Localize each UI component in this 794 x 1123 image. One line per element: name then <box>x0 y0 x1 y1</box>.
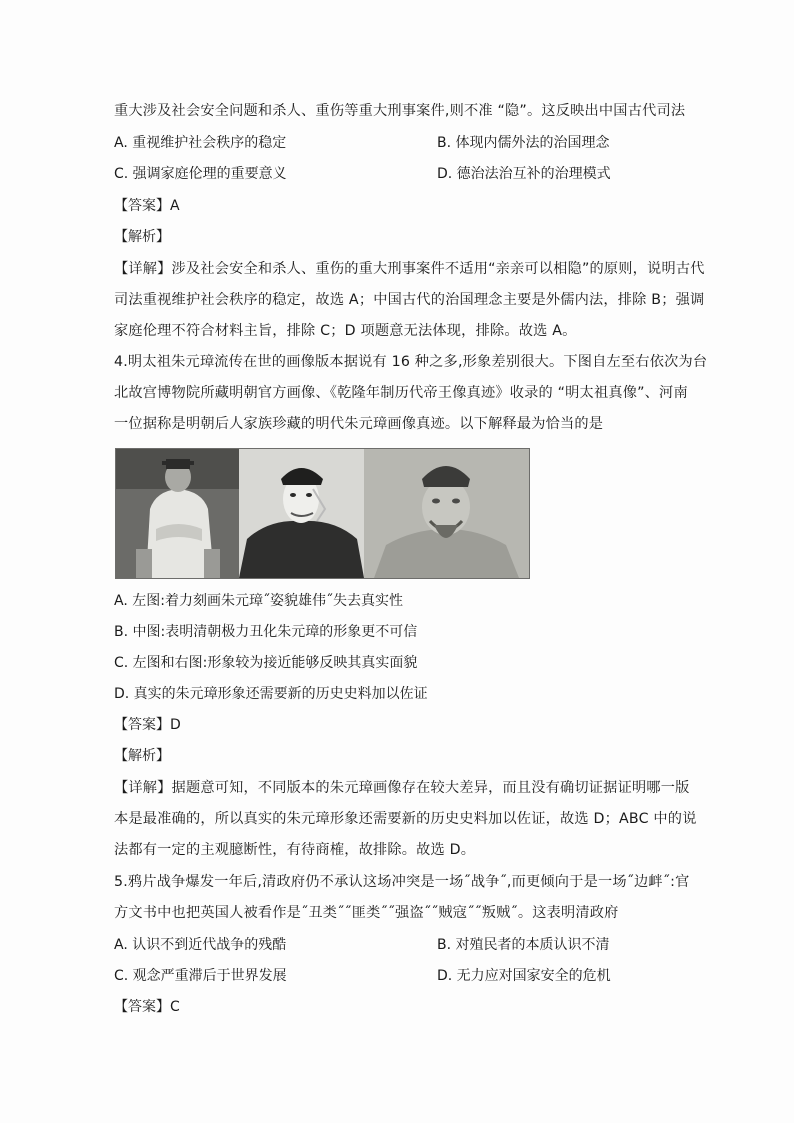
question-4-line-3: 一位据称是明朝后人家族珍藏的明代朱元璋画像真迹。以下解释最为恰当的是 <box>114 416 604 432</box>
detail-3-line-1: 【详解】涉及社会安全和杀人、重伤的重大刑事案件不适用“亲亲可以相隐”的原则，说明古代 <box>114 261 705 277</box>
question-5-line-1: 5.鸦片战争爆发一年后,清政府仍不承认这场冲突是一场˝战争˝,而更倾向于是一场˝边衅˝:官 <box>114 874 690 890</box>
answer-4: 【答案】D <box>114 717 181 733</box>
detail-4-line-3: 法都有一定的主观臆断性，有待商榷，故排除。故选 D。 <box>114 842 476 858</box>
detail-4-line-2: 本是最准确的，所以真实的朱元璋形象还需要新的历史史料加以佐证，故选 D；ABC 中的说 <box>114 811 697 827</box>
option-4b: B. 中图:表明清朝极力丑化朱元璋的形象更不可信 <box>114 624 418 640</box>
option-3b: B. 体现内儒外法的治国理念 <box>437 135 610 151</box>
option-5b: B. 对殖民者的本质认识不清 <box>437 937 610 953</box>
analysis-3-heading: 【解析】 <box>114 229 170 245</box>
question-4-line-2: 北故宫博物院所藏明朝官方画像、《乾隆年制历代帝王像真迹》收录的 “明太祖真像”、河南 <box>114 385 688 401</box>
answer-5: 【答案】C <box>114 999 180 1015</box>
middle-portrait <box>239 449 364 578</box>
text-line: 重大涉及社会安全问题和杀人、重伤等重大刑事案件,则不准 “隐”。这反映出中国古代司法 <box>114 103 686 119</box>
portrait-figure <box>115 448 530 579</box>
right-portrait <box>364 449 529 578</box>
option-4c: C. 左图和右图:形象较为接近能够反映其真实面貌 <box>114 655 418 671</box>
detail-4-line-1: 【详解】据题意可知，不同版本的朱元璋画像存在较大差异，而且没有确切证据证明哪一版 <box>114 780 690 796</box>
analysis-4-heading: 【解析】 <box>114 748 170 764</box>
middle-portrait-image <box>239 449 364 578</box>
left-portrait-image <box>116 449 239 578</box>
option-5a: A. 认识不到近代战争的残酷 <box>114 937 287 953</box>
detail-3-line-2: 司法重视维护社会秩序的稳定，故选 A；中国古代的治国理念主要是外儒内法，排除 B；强调 <box>114 292 705 308</box>
option-4d: D. 真实的朱元璋形象还需要新的历史史料加以佐证 <box>114 686 428 702</box>
option-4a: A. 左图:着力刻画朱元璋˝姿貌雄伟˝失去真实性 <box>114 593 403 609</box>
option-3c: C. 强调家庭伦理的重要意义 <box>114 166 287 182</box>
answer-3: 【答案】A <box>114 198 180 214</box>
right-portrait-image <box>364 449 529 578</box>
option-3d: D. 德治法治互补的治理模式 <box>437 166 611 182</box>
left-portrait <box>116 449 239 578</box>
question-4-line-1: 4.明太祖朱元璋流传在世的画像版本据说有 16 种之多,形象差别很大。下图自左至右依次为台 <box>114 354 708 370</box>
option-5d: D. 无力应对国家安全的危机 <box>437 968 611 984</box>
detail-3-line-3: 家庭伦理不符合材料主旨，排除 C；D 项题意无法体现，排除。故选 A。 <box>114 323 577 339</box>
option-3a: A. 重视维护社会秩序的稳定 <box>114 135 287 151</box>
option-5c: C. 观念严重滞后于世界发展 <box>114 968 287 984</box>
question-5-line-2: 方文书中也把英国人被看作是˝丑类˝˝匪类˝˝强盗˝˝贼寇˝˝叛贼˝。这表明清政府 <box>114 905 619 921</box>
